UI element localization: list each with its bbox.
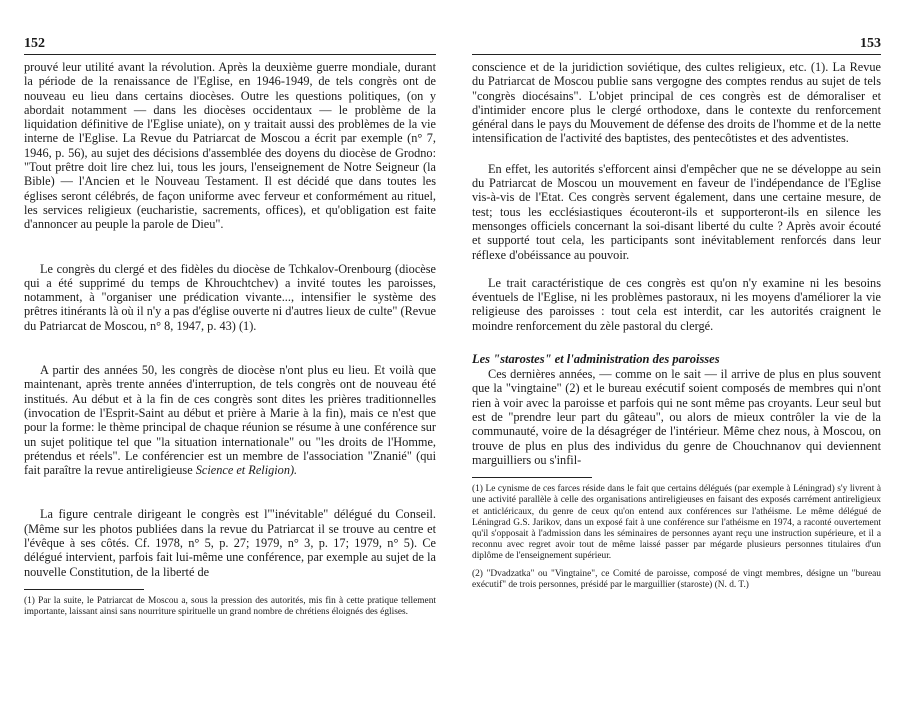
paragraph: prouvé leur utilité avant la révolution. Après la deuxième guerre mondiale, durant la période de la renaissance de l'Eglise, en 1946-1949, de tels congrès ont de nouveau eu lieu dans certains diocèses. Outre les questions politiques, (on y abordait notamment — dans les diocèses occidentaux — le problème de la liquidation définitive de l'Eglise uniate), on y traitait aussi des problèmes de la vie interne de l'Eglise. La Revue du Patriarcat de Moscou a écrit par exemple (n° 7, 1946, p. 56), au sujet des décisions d'assemblée des doyens du diocèse de Grodno: "Tout prêtre doit lire chez lui, tous les jours, l'enseignement de Notre Seigneur (la Bible) — l'Ancien et le Nouveau Testament. Il est décidé que dans toutes les églises seront célébrés, de façon uniforme avec ferveur et conformément au rituel, les services religieux (eucharistie, sacrements, offices), et qu'obligation est faite d'annoncer au peuple la parole de Dieu".	[24, 60, 436, 232]
paragraph-text: A partir des années 50, les congrès de diocèse n'ont plus eu lieu. Et voilà que maintenant, après trente années d'interruption, de tels congrès ont de nouveau été institués. Au début et à la fin de ces congrès sont dites les prières traditionnelles (invocation de l'Esprit-Saint au début et prière à Marie à la fin), mais ce n'est que pour la forme: le thème principal de chaque réunion se résume à une conférence sur un sujet politique tel que "la situation internationale" ou "les droits de l'Homme, prétendus et réels". Le conférencier est un membre de l'association "Znanié" (qui fait paraître la revue antireligieuse	[24, 363, 436, 478]
section-heading: Les "starostes" et l'administration des paroisses	[472, 352, 720, 367]
paragraph: Ces dernières années, — comme on le sait — il arrive de plus en plus souvent que la "vingtaine" (2) et le bureau exécutif soient composés de membres qui n'ont rien à voir avec la paroisse et parfois qui ne sont même pas croyants. Leur seul but est de "prendre leur part du gâteau", ou alors de mieux contrôler la vie de la communauté, voire de la désagréger de l'intérieur. Même chez nous, à Moscou, on trouve de plus en plus des individus du genre de Chouchnanov qui deviennent marguilliers ou s'infil-	[472, 367, 881, 467]
header-rule	[24, 54, 436, 55]
footnote-rule	[472, 477, 592, 478]
paragraph: La figure centrale dirigeant le congrès est l'"inévitable" délégué du Conseil. (Même sur les photos publiées dans la revue du Patriarcat il se trouve au centre et l'évêque à ses côtés. Cf. 1978, n° 5, p. 27; 1979, n° 3, p. 17; 1979, n° 5). Ce délégué intervient, parfois fait lui-même une conférence, par exemple au sujet de la nouvelle Constitution, de la liberté de	[24, 507, 436, 579]
paragraph	[24, 363, 436, 477]
header-rule	[472, 54, 881, 55]
page-number: 152	[24, 36, 45, 51]
paragraph: conscience et de la juridiction soviétique, des cultes religieux, etc. (1). La Revue du Patriarcat de Moscou publie sans vergogne des comptes rendus au sujet de tels "congrès diocésains". L'objet principal de ces congrès est de démoraliser et d'intimider encore plus le clergé orthodoxe, dans le contexte du renforcement général dans le pays du Mouvement de défense des droits de l'homme et de la nette intensification de l'activité des baptistes, des pentecôtistes et des adventistes.	[472, 60, 881, 146]
journal-title: Science et Religion).	[195, 463, 298, 478]
footnote: (2) "Dvadzatka" ou "Vingtaine", ce Comité de paroisse, composé de vingt membres, désigne un "bureau exécutif" de trois personnes, présidé par le marguillier (staroste) (N. d. T.)	[472, 568, 881, 590]
footnote: (1) Le cynisme de ces farces réside dans le fait que certains délégués (par exemple à Léningrad) s'y livrent à une activité parallèle à celle des organisations antireligieuses en faisant des exposés carrément antireligieux et anticléricaux, du genre de ceux qu'on entend aux conférences sur l'athéisme. Le même délégué de Léningrad G.S. Jarikov, dans un exposé fait à une conférence sur l'athéisme en 1974, a raconté ouvertement qu'il s'opposait à l'admission dans les séminaires de personnes ayant reçu une instruction supérieure, et il a reconnu avec regret avoir tout de même laissé passer par mégarde plusieurs personnes titulaires d'un diplôme de l'enseignement supérieur.	[472, 484, 881, 562]
right-page-content	[472, 60, 881, 591]
footnote-rule	[24, 589, 144, 590]
page-number: 153	[860, 36, 881, 51]
paragraph: En effet, les autorités s'efforcent ainsi d'empêcher que ne se développe au sein du Patriarcat de Moscou un mouvement en faveur de l'indépendance de l'Eglise vis-à-vis de l'Etat. Ces congrès servent également, dans une certaine mesure, de test; tous les ecclésiastiques écouteront-ils et supporteront-ils en silence les mensonges officiels concernant la soi-disant liberté du culte ? Après avoir écouté et supporté tout cela, les participants sont inévitablement renforcés dans leur réflexe d'obéissance au pouvoir.	[472, 161, 881, 262]
left-page-content	[24, 60, 436, 618]
right-page	[450, 0, 901, 705]
left-page	[0, 0, 450, 705]
paragraph: Le congrès du clergé et des fidèles du diocèse de Tchkalov-Orenbourg (diocèse qui a été supprimé du temps de Khrouchtchev) a invité toutes les paroisses, notamment, à "organiser une prédication vivante..., intensifier le système des prêtres itinérants là où il n'y a pas d'église ouverte ni d'autres lieux de culte" (Revue du Patriarcat de Moscou, n° 8, 1947, p. 43) (1).	[24, 261, 436, 333]
footnote: (1) Par la suite, le Patriarcat de Moscou a, sous la pression des autorités, mis fin à cette pratique tellement importante, laissant ainsi sans nourriture spirituelle un grand nombre de chrétiens éloignés des églises.	[24, 595, 436, 618]
paragraph: Le trait caractéristique de ces congrès est qu'on n'y examine ni les besoins éventuels de l'Eglise, ni les problèmes pastoraux, ni les moyens d'améliorer la vie religieuse des paroisses : tout cela est interdit, car les autorités craignent le moindre renforcement du zèle pastoral du clergé.	[472, 275, 881, 333]
